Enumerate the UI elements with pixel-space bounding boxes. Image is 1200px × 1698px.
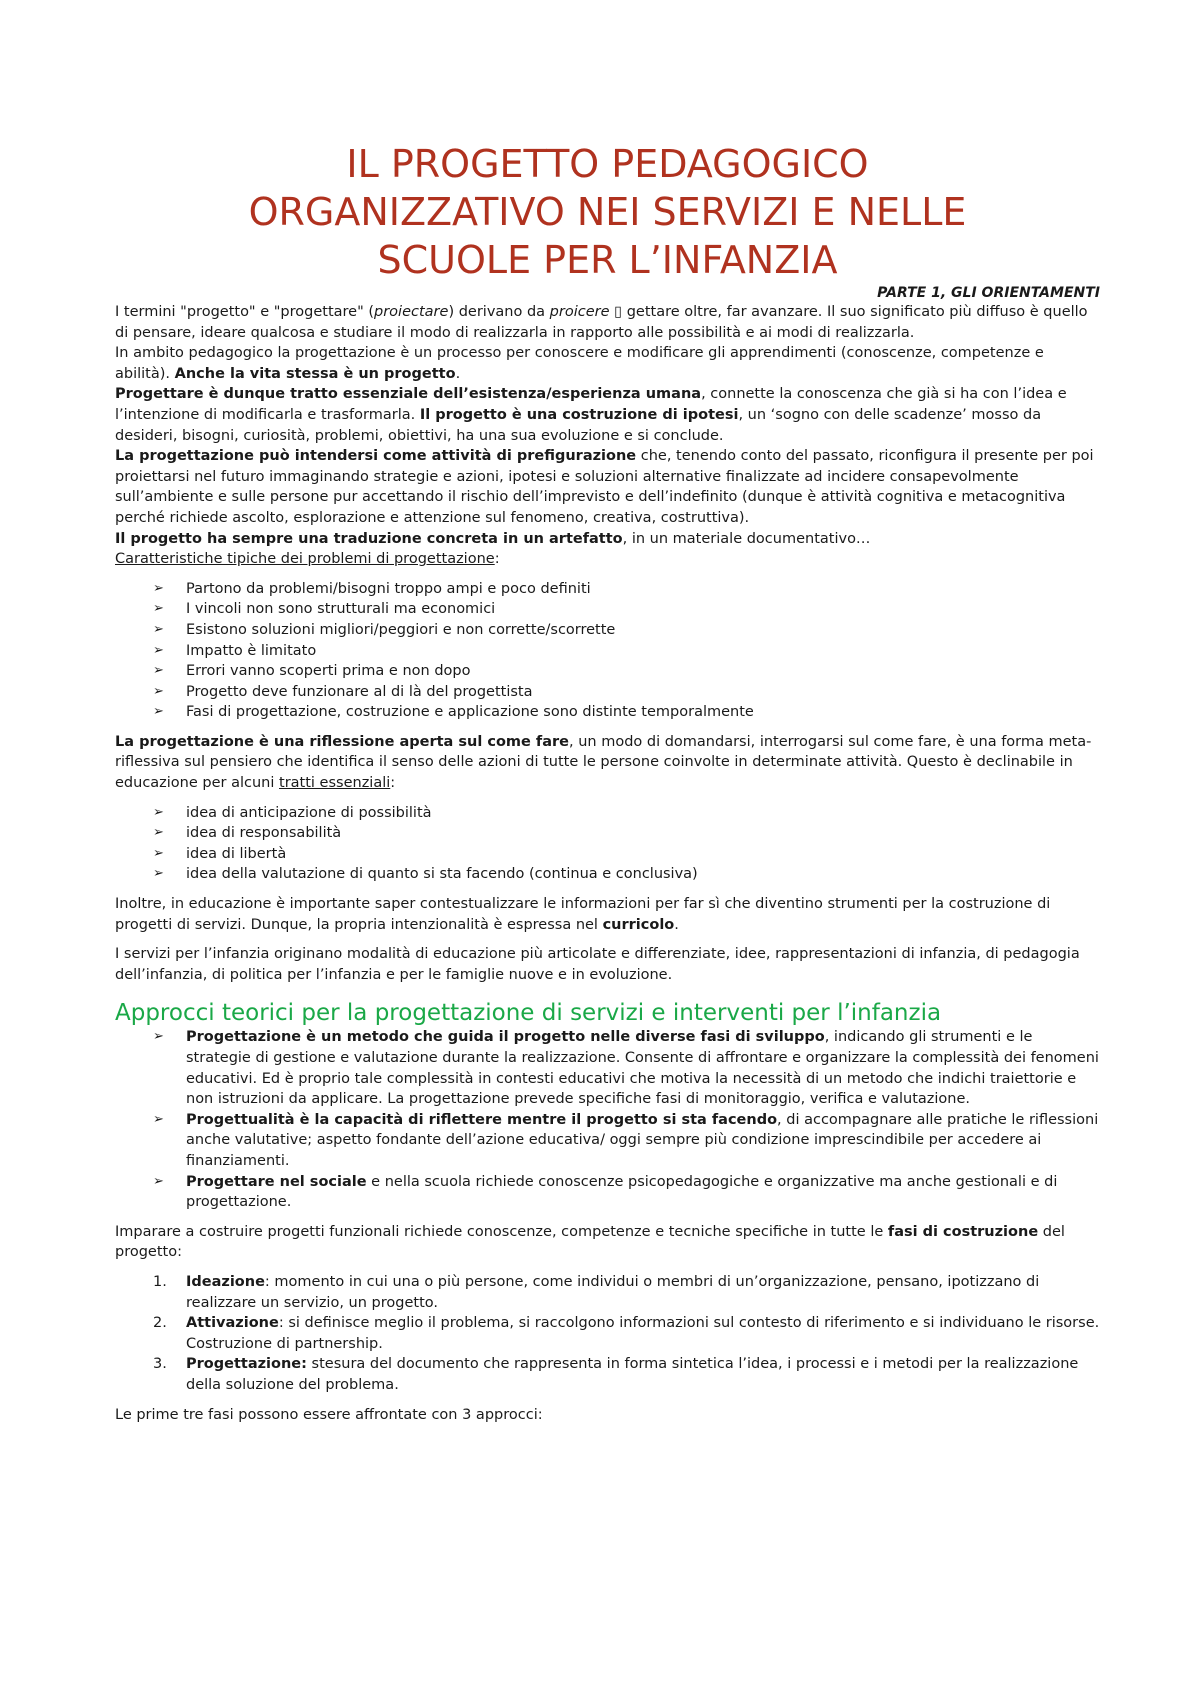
list-item: ➢ Progettazione è un metodo che guida il progetto nelle diverse fasi di sviluppo, indicando gli strumenti e le strategie di gestione e valutazione durante la realizzazione. Consente di affrontare e organizzare la complessità dei fenomeni educativi. Ed è proprio tale complessità in contesti educativi che motiva la necessità di un metodo che indichi traiettorie e non istruzioni da applicare. La progettazione prevede specifiche fasi di monitoraggio, verifica e valutazione. bbox=[153, 1029, 1099, 1108]
arrow-bullet-icon: ➢ bbox=[153, 804, 164, 820]
intro-paragraph-3: Progettare è dunque tratto essenziale dell’esistenza/esperienza umana, connette la conoscenza che già si ha con l’idea e l’intenzione di modificarla e trasformarla. Il progetto è una costruzione di ipotesi, un ‘sogno con delle scadenze’ mosso da desideri, bisogni, curiosità, problemi, obiettivi, ha una sua evoluzione e si conclude. bbox=[115, 386, 1067, 444]
services-paragraph: I servizi per l’infanzia originano modalità di educazione più articolate e differenziate, idee, rappresentazioni di infanzia, di pedagogia dell’infanzia, di politica per l’infanzia e per le famiglie nuove e in evoluzione. bbox=[115, 946, 1080, 983]
characteristics-list bbox=[115, 579, 1100, 723]
intro-paragraph-1: I termini "progetto" e "progettare" (proiectare) derivano da proicere ▯ gettare oltre, far avanzare. Il suo significato più diffuso è quello di pensare, ideare qualcosa e studiare il modo di realizzarla in rapporto alle possibilità e ai modi di realizzarla. bbox=[115, 304, 1088, 341]
term-proiectare: proiectare bbox=[374, 304, 449, 320]
list-number: 1. bbox=[153, 1273, 167, 1290]
part-label: PARTE 1, GLI ORIENTAMENTI bbox=[877, 285, 1100, 301]
intro-paragraph-5: Il progetto ha sempre una traduzione concreta in un artefatto, in un materiale documentativo… bbox=[115, 530, 871, 547]
list-item: ➢ Progettualità è la capacità di riflettere mentre il progetto si sta facendo, di accompagnare alle pratiche le riflessioni anche valutative; aspetto fondante dell’azione educativa/ oggi sempre più condizione imprescindibile per accedere ai finanziamenti. bbox=[153, 1111, 1099, 1169]
list-number: 3. bbox=[153, 1356, 167, 1373]
arrow-bullet-icon: ➢ bbox=[153, 601, 164, 617]
document-body bbox=[115, 140, 1100, 1425]
arrow-bullet-icon: ➢ bbox=[153, 683, 164, 699]
list-item: ➢ Impatto è limitato bbox=[153, 641, 1100, 662]
term-proicere: proicere bbox=[549, 304, 610, 320]
list-item: ➢ Fasi di progettazione, costruzione e applicazione sono distinte temporalmente bbox=[153, 702, 1100, 723]
reflection-paragraph: La progettazione è una riflessione aperta sul come fare, un modo di domandarsi, interrogarsi sul come fare, è una forma meta-riflessiva sul pensiero che identifica il senso delle azioni di tutte le persone coinvolte in determinate attività. Questo è declinabile in educazione per alcuni tratti essenziali: bbox=[115, 733, 1092, 792]
arrow-bullet-icon: ➢ bbox=[153, 663, 164, 679]
list-item: ➢ Partono da problemi/bisogni troppo ampi e poco definiti bbox=[153, 579, 1100, 600]
list-item: ➢ idea di libertà bbox=[153, 844, 1100, 865]
arrow-bullet-icon: ➢ bbox=[153, 1029, 164, 1045]
list-item: ➢ Progettare nel sociale e nella scuola richiede conoscenze psicopedagogiche e organizzative ma anche gestionali e di progettazione. bbox=[153, 1173, 1058, 1211]
list-item: ➢ idea di responsabilità bbox=[153, 823, 1100, 844]
arrow-bullet-icon: ➢ bbox=[153, 825, 164, 841]
closing-paragraph: Le prime tre fasi possono essere affrontate con 3 approcci: bbox=[115, 1406, 543, 1423]
traits-list bbox=[115, 803, 1100, 885]
list-item: 2. Attivazione: si definisce meglio il problema, si raccolgono informazioni sul contesto di riferimento e si individuano le risorse. Costruzione di partnership. bbox=[153, 1315, 1100, 1352]
context-paragraph: Inoltre, in educazione è importante saper contestualizzare le informazioni per far sì che diventino strumenti per la costruzione di progetti di servizi. Dunque, la propria intenzionalità è espressa nel curricolo. bbox=[115, 896, 1051, 933]
section-heading: Approcci teorici per la progettazione di servizi e interventi per l’infanzia bbox=[115, 1000, 942, 1027]
arrow-bullet-icon: ➢ bbox=[153, 845, 164, 861]
characteristics-intro: Caratteristiche tipiche dei problemi di progettazione: bbox=[115, 551, 500, 568]
title-line-1: IL PROGETTO PEDAGOGICO bbox=[346, 142, 869, 186]
list-item: ➢ I vincoli non sono strutturali ma economici bbox=[153, 599, 1100, 620]
arrow-bullet-icon: ➢ bbox=[153, 1111, 164, 1127]
arrow-bullet-icon: ➢ bbox=[153, 866, 164, 882]
list-item: ➢ Errori vanno scoperti prima e non dopo bbox=[153, 661, 1100, 682]
list-item: 3. Progettazione: stesura del documento che rappresenta in forma sintetica l’idea, i processi e i metodi per la realizzazione della soluzione del problema. bbox=[153, 1356, 1079, 1393]
list-item: 1. Ideazione: momento in cui una o più persone, come individui o membri di un’organizzazione, pensano, ipotizzano di realizzare un servizio, un progetto. bbox=[153, 1273, 1040, 1311]
arrow-bullet-icon: ➢ bbox=[153, 704, 164, 720]
title-line-2: ORGANIZZATIVO NEI SERVIZI E NELLE bbox=[248, 190, 967, 234]
title-line-3: SCUOLE PER L’INFANZIA bbox=[377, 238, 838, 282]
intro-paragraph-2: In ambito pedagogico la progettazione è un processo per conoscere e modificare gli apprendimenti (conoscenze, competenze e abilità). Anche la vita stessa è un progetto. bbox=[115, 345, 1044, 382]
list-item: ➢ Progetto deve funzionare al di là del progettista bbox=[153, 682, 1100, 703]
list-item: ➢ idea di anticipazione di possibilità bbox=[153, 803, 1100, 824]
arrow-bullet-icon: ➢ bbox=[153, 642, 164, 658]
list-item: ➢ Esistono soluzioni migliori/peggiori e non corrette/scorrette bbox=[153, 620, 1100, 641]
list-item: ➢ idea della valutazione di quanto si sta facendo (continua e conclusiva) bbox=[153, 864, 1100, 885]
approaches-list bbox=[115, 1027, 1100, 1212]
arrow-bullet-icon: ➢ bbox=[153, 580, 164, 596]
arrow-bullet-icon: ➢ bbox=[153, 621, 164, 637]
intro-paragraph-4: La progettazione può intendersi come attività di prefigurazione che, tenendo conto del passato, riconfigura il presente per poi proiettarsi nel futuro immaginando strategie e azioni, ipotesi e soluzioni alternative finalizzate ad incidere consapevolmente sull’ambiente e sulle persone pur accettando il rischio dell’imprevisto e dell’indefinito (dunque è attività cognitiva e metacognitiva perché richiede ascolto, esplorazione e attenzione sul fenomeno, creativa, costruttiva). bbox=[115, 448, 1094, 526]
document-title bbox=[115, 140, 1100, 284]
arrow-bullet-icon: ➢ bbox=[153, 1173, 164, 1189]
list-number: 2. bbox=[153, 1315, 167, 1332]
phases-list bbox=[115, 1272, 1100, 1396]
learn-paragraph: Imparare a costruire progetti funzionali richiede conoscenze, competenze e tecniche specifiche in tutte le fasi di costruzione del progetto: bbox=[115, 1223, 1065, 1261]
